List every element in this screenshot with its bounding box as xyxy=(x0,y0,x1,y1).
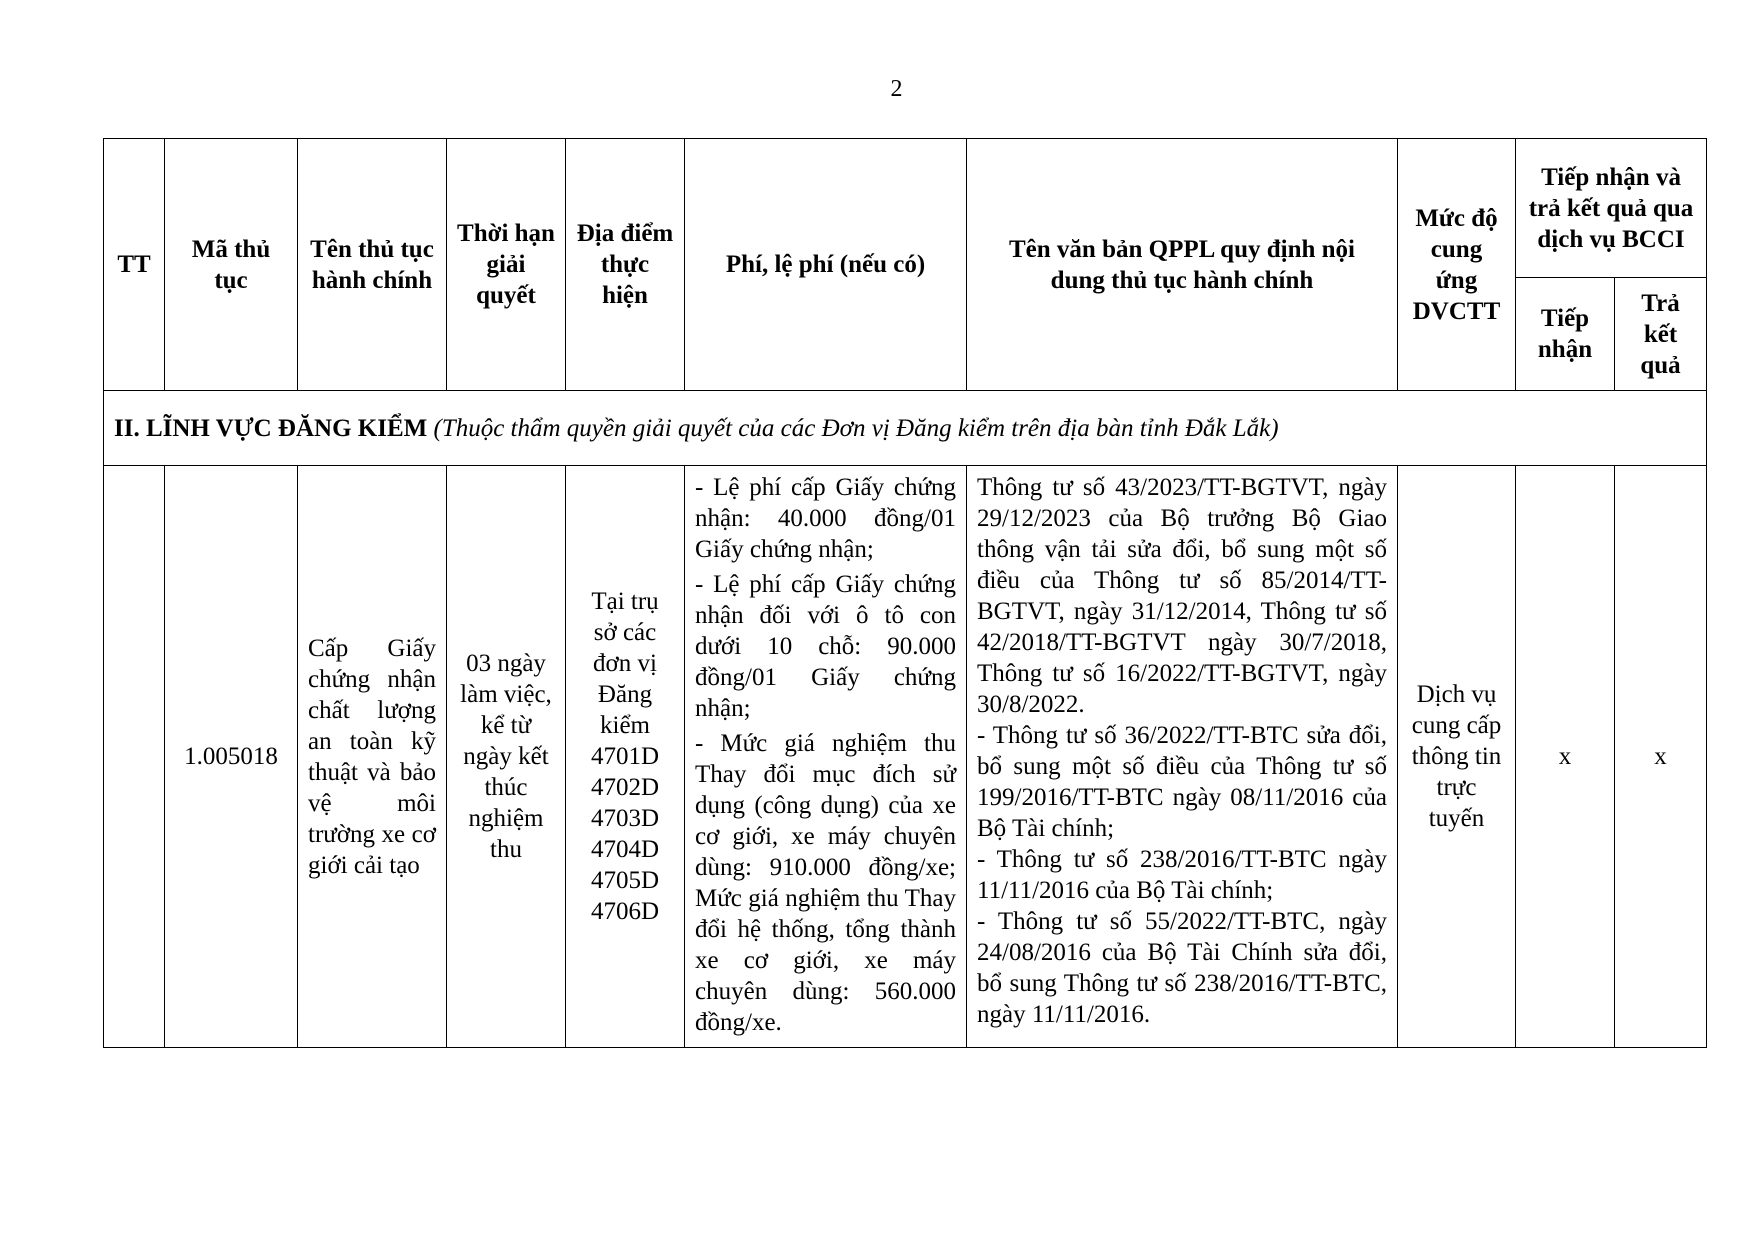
header-row-1 xyxy=(104,139,1707,278)
section-cell xyxy=(104,391,1707,466)
cell-thoi-han: 03 ngày làm việc, kể từ ngày kết thúc nghiệm thu xyxy=(447,466,566,1048)
legal-item: - Thông tư số 55/2022/TT-BTC, ngày 24/08/2016 của Bộ Tài Chính sửa đổi, bổ sung Thông tư số 238/2016/TT-BTC, ngày 11/11/2016. xyxy=(977,908,1387,1028)
table-row xyxy=(104,466,1707,1048)
header-muc-do: Mức độ cung ứng DVCTT xyxy=(1398,139,1516,391)
header-bcci-group: Tiếp nhận và trả kết quả qua dịch vụ BCCI xyxy=(1516,139,1707,278)
fee-item: - Lệ phí cấp Giấy chứng nhận: 40.000 đồng/01 Giấy chứng nhận; xyxy=(695,474,956,563)
header-tra-ket-qua: Trả kết quả xyxy=(1615,278,1707,391)
header-van-ban: Tên văn bản QPPL quy định nội dung thủ tục hành chính xyxy=(967,139,1398,391)
cell-muc-do: Dịch vụ cung cấp thông tin trực tuyến xyxy=(1398,466,1516,1048)
header-tt: TT xyxy=(104,139,165,391)
fee-item: - Mức giá nghiệm thu Thay đổi mục đích sử dụng (công dụng) của xe cơ giới, xe máy chuyên dùng: 910.000 đồng/xe; Mức giá nghiệm thu Thay đổi hệ thống, tổng thành xe cơ giới, xe máy chuyên dùng: 560.000 đồng/xe. xyxy=(695,730,956,1036)
cell-dia-diem: Tại trụ sở các đơn vị Đăng kiểm 4701D 4702D 4703D 4704D 4705D 4706D xyxy=(566,466,685,1048)
cell-ten-thu-tuc: Cấp Giấy chứng nhận chất lượng an toàn kỹ thuật và bảo vệ môi trường xe cơ giới cải tạo xyxy=(298,466,447,1048)
legal-item: - Thông tư số 238/2016/TT-BTC ngày 11/11/2016 của Bộ Tài chính; xyxy=(977,846,1387,904)
legal-item: Thông tư số 43/2023/TT-BGTVT, ngày 29/12/2023 của Bộ trưởng Bộ Giao thông vận tải sửa đổi, bổ sung một số điều của Thông tư số 85/2014/TT-BGTVT, ngày 31/12/2014, Thông tư số 42/2018/TT-BGTVT ngày 30/7/2018, Thông tư số 16/2022/TT-BGTVT, ngày 30/8/2022. xyxy=(977,474,1387,718)
cell-ma-thu-tuc: 1.005018 xyxy=(165,466,298,1048)
header-ten-thu-tuc: Tên thủ tục hành chính xyxy=(298,139,447,391)
section-title: II. LĨNH VỰC ĐĂNG KIỂM xyxy=(114,414,428,442)
header-phi-le-phi: Phí, lệ phí (nếu có) xyxy=(685,139,967,391)
cell-phi-le-phi xyxy=(685,466,967,1048)
cell-tt xyxy=(104,466,165,1048)
cell-tra-ket-qua: x xyxy=(1615,466,1707,1048)
header-ma-thu-tuc: Mã thủ tục xyxy=(165,139,298,391)
cell-tiep-nhan: x xyxy=(1516,466,1615,1048)
header-thoi-han: Thời hạn giải quyết xyxy=(447,139,566,391)
cell-van-ban xyxy=(967,466,1398,1048)
section-row xyxy=(104,391,1707,466)
header-dia-diem: Địa điểm thực hiện xyxy=(566,139,685,391)
header-tiep-nhan: Tiếp nhận xyxy=(1516,278,1615,391)
section-note: (Thuộc thẩm quyền giải quyết của các Đơn vị Đăng kiểm trên địa bàn tỉnh Đắk Lắk) xyxy=(433,414,1279,442)
procedure-table xyxy=(103,138,1707,1048)
legal-item: - Thông tư số 36/2022/TT-BTC sửa đổi, bổ sung một số điều của Thông tư số 199/2016/TT-BTC ngày 08/11/2016 của Bộ Tài chính; xyxy=(977,722,1387,842)
fee-item: - Lệ phí cấp Giấy chứng nhận đối với ô tô con dưới 10 chỗ: 90.000 đồng/01 Giấy chứng nhận; xyxy=(695,571,956,722)
page-number: 2 xyxy=(890,76,903,102)
